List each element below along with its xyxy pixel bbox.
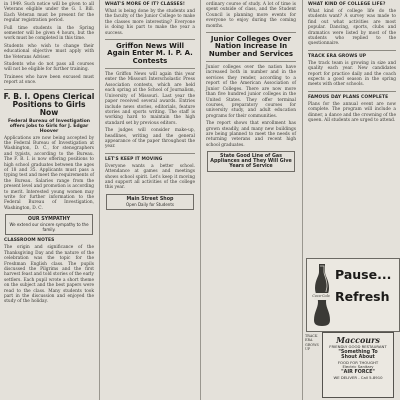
column-3 <box>202 0 300 400</box>
bottle-label: Coca-Cola <box>312 294 330 298</box>
section-divider <box>308 50 396 51</box>
restaurant-line: FRIENDLY GOOD RESTAURANT <box>329 344 387 349</box>
veterans-item: Full time students in the Spring semester will be given 4 hours, but the work must be completed in this time. <box>4 25 94 42</box>
section-divider <box>308 91 396 92</box>
ad-side-text-line: TRACK ERA GROWS UP <box>305 334 319 352</box>
column-2 <box>101 0 199 400</box>
junior-colleges-body: Junior colleges over the nation have increased both in number and in the services they render, according to a report of the American Association of Junior Colleges. There are now more than five hundred junior colleges in the United States. They offer terminal courses, preparatory courses for university study, and adult education programs for their communities. <box>206 65 296 119</box>
classroom-notes-body: The origin and significance of the Thanksgiving Day and the nature of the celebration was the topic for the Freshman English class. The pupils discussed the Pilgrims and the first harvest feast and told stories of the early settlers. Each pupil wrote a short theme on the subject and the best papers were read to the class. Many students took part in the discussion and enjoyed the study of the holiday. <box>4 245 94 305</box>
restaurant-slogan: "Something To <box>338 349 378 355</box>
college-life-continued: ordinary course of study. A lot of time is spent outside of class, and the Student Council is planning more events for everyone to enjoy during the coming months. <box>206 2 296 29</box>
section-divider <box>105 153 195 154</box>
veterans-item: Trainees who have been excused must report at once. <box>4 74 94 86</box>
gas-appliances-ad-text: State Good Line of Gas Appliances and They Will Give Years of Service <box>210 154 292 170</box>
column-rule <box>302 0 303 400</box>
griffon-article-body-2: The judges will consider make-up, headlines, writing and the general appearance of the paper throughout the year. <box>105 128 195 150</box>
fbi-byline: Federal Bureau of Investigation offers jobs to Girls for J. Edgar Hoover <box>7 118 91 134</box>
griffon-article-body: The Griffon News will again this year enter the Missouri Interscholastic Press Association contests, which are held each spring at the School of Journalism, University of Missouri. Last year the paper received several awards. Entries include news stories, editorials, feature stories and sports writing. The staff is working hard to maintain the high standard set by previous editors. <box>105 72 195 126</box>
classes-label: WHAT'S MORE OF IT? CLASSES! <box>105 2 185 7</box>
griffon-headline: Griffon News Will Again Enter M. I. P. A. Contests <box>107 42 193 65</box>
sympathy-box-text: We extend our sincere sympathy to the family. <box>9 222 89 233</box>
column-rule <box>99 0 100 400</box>
classes-body: What is being done by the students and the faculty of the Junior College to make the classes more interesting? Everyone is doing his part to make the year a success. <box>105 9 195 36</box>
plans-body: Plans for the annual event are now complete. The program will include a dinner, a dance and the crowning of the queen. All students are urged to attend. <box>308 101 396 124</box>
shop-ad-title: Main Street Shop <box>126 196 174 202</box>
sympathy-box-title: OUR SYMPATHY <box>27 217 71 223</box>
coca-cola-ad <box>306 258 400 332</box>
keep-moving-body: Everyone wants a better school. Attendance at games and meetings shows school spirit. Let's keep it moving and support all activities of the college this year. <box>105 163 195 191</box>
restaurant-feature: "AIR FORCE" <box>341 369 375 375</box>
junior-colleges-body-2: The report shows that enrollment has grown steadily, and many new buildings are being planned to meet the needs of returning veterans and recent high school graduates. <box>206 121 296 148</box>
restaurant-line: FOOD FOR THOUGHT <box>337 359 379 365</box>
plans-label: FAMOUS DAY PLANS COMPLETE <box>308 94 389 100</box>
section-divider <box>206 32 296 33</box>
college-life-body: What kind of college life do the students want? A survey was made to find out what activities are most popular. Dancing, sports, clubs and dramatics were listed by most of the students who replied to the questionnaire. <box>308 9 396 47</box>
section-divider <box>4 89 94 90</box>
veterans-item: Students who do not pass all courses will not be eligible for further training. <box>4 62 94 73</box>
sympathy-box <box>5 214 93 235</box>
classroom-notes-label: CLASSROOM NOTES <box>4 238 55 244</box>
track-body: The track team is growing in size and quality each year. New candidates report for practice daily and the coach expects a good season in the spring meets with other schools. <box>308 60 396 88</box>
restaurant-ad <box>322 332 394 398</box>
fbi-article-body: Applications are now being accepted by the Federal Bureau of Investigation at Washington, D. C., for stenographers and typists, according to the Bureau. The F. B. I. is now offering positions to high school graduates between the ages of 18 and 35. Applicants must pass a typing test and meet the requirements of the Bureau. Salaries range from the present level and promotion is according to merit. Interested young women may write for further information to the Federal Bureau of Investigation, Washington, D. C. <box>4 135 94 211</box>
restaurant-slogan-2: Shout About <box>341 355 375 361</box>
college-life-label: WHAT KIND OF COLLEGE LIFE? <box>308 2 386 7</box>
section-divider <box>105 68 195 69</box>
refresh-text: Refresh <box>335 289 390 304</box>
column-1 <box>0 0 98 400</box>
restaurant-line: Electric Sanitary <box>342 364 374 370</box>
junior-colleges-headline: Junior Colleges Over Nation Increase In Number and Services <box>208 35 294 58</box>
section-divider <box>105 39 195 40</box>
pause-text: Pause... <box>335 267 392 282</box>
track-label: TRACK ERA GROWS UP <box>308 53 367 59</box>
shop-ad <box>106 194 194 210</box>
shop-ad-text: Open Daily for Students <box>126 201 174 207</box>
section-divider <box>206 61 296 62</box>
restaurant-brand: Maccours <box>336 335 380 345</box>
fbi-headline: F. B. I. Opens Clerical Positions to Girls Now <box>3 91 95 117</box>
ad-side-text <box>305 334 320 396</box>
veterans-intro: in 1949. Such notice will be given to all Veterans eligible under the G. I. Bill. Each Veteran must be present for the regular registration period. <box>4 2 94 24</box>
keep-moving-label: LET'S KEEP IT MOVING <box>105 156 163 162</box>
restaurant-phone: WE DELIVER - Call 5-8910 <box>333 374 383 380</box>
column-rule <box>200 0 201 400</box>
gas-appliances-ad <box>207 151 295 172</box>
veterans-item: Students who wish to change their educational objective must apply with the Veterans Adviser. <box>4 43 94 60</box>
